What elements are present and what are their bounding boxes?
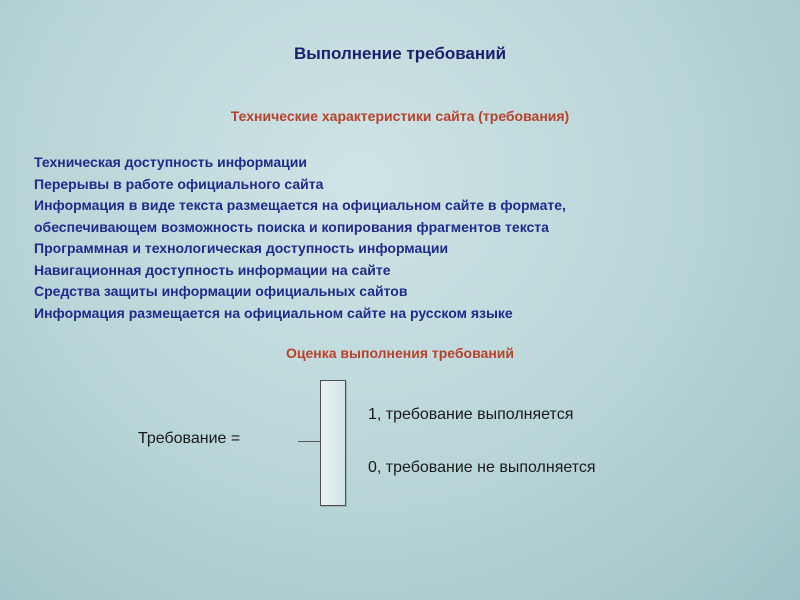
requirement-item: Программная и технологическая доступность информации — [34, 240, 449, 256]
option-requirement-met: 1, требование выполняется — [368, 406, 574, 423]
formula-connector-line — [298, 441, 322, 442]
requirements-list — [34, 152, 774, 324]
requirement-item: Средства защиты информации официальных сайтов — [34, 283, 408, 299]
requirement-item: Навигационная доступность информации на сайте — [34, 261, 391, 278]
evaluation-title: Оценка выполнения требований — [286, 345, 514, 361]
option-requirement-not-met: 0, требование не выполняется — [368, 459, 596, 476]
formula-brace — [320, 380, 346, 506]
formula-label: Требование = — [138, 430, 241, 447]
slide-title: Выполнение требований — [293, 44, 507, 63]
requirements-subtitle: Технические характеристики сайта (требования) — [230, 108, 570, 124]
requirement-item: Информация в виде текста размещается на официальном сайте в формате, — [34, 197, 566, 213]
requirement-item: Техническая доступность информации — [34, 154, 307, 170]
requirement-item: обеспечивающем возможность поиска и копирования фрагментов текста — [34, 218, 549, 235]
requirement-item: Информация размещается на официальном сайте на русском языке — [34, 304, 513, 321]
requirement-item: Перерывы в работе официального сайта — [34, 175, 324, 192]
